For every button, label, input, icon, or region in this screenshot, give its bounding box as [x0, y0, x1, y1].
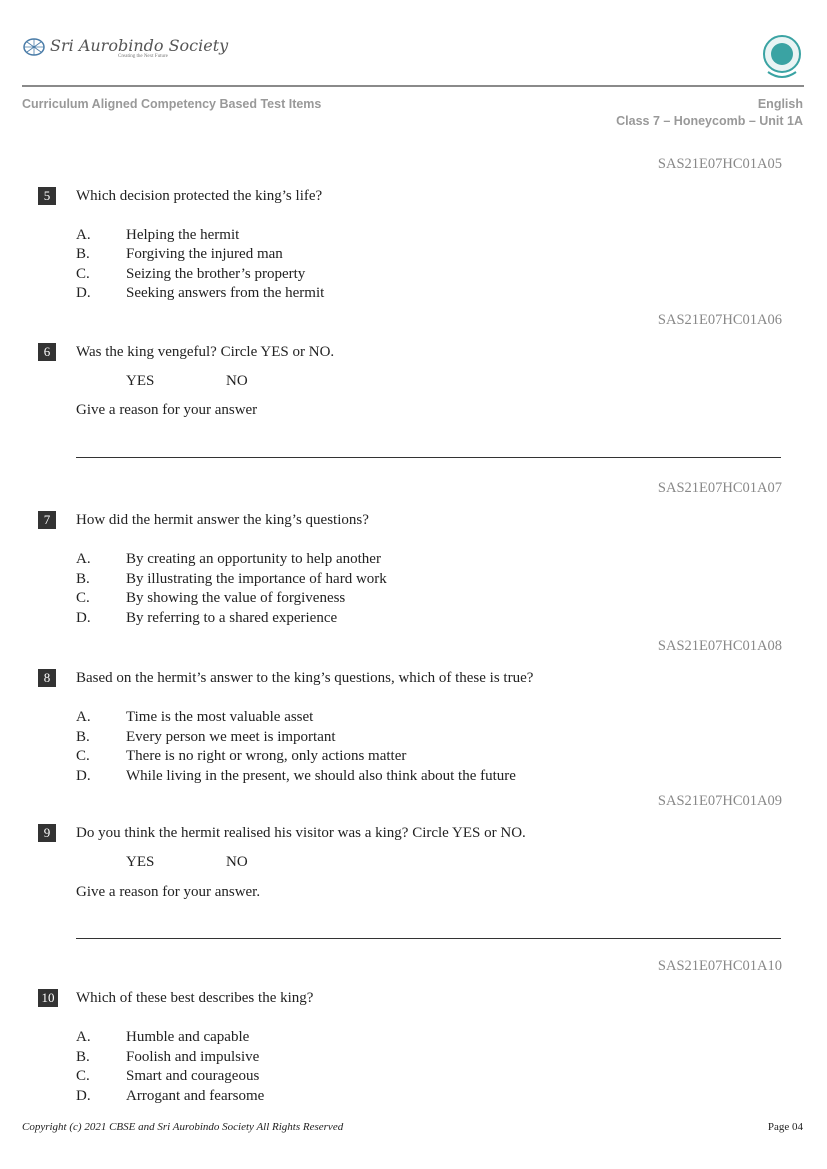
yes-choice[interactable]: YES [126, 854, 155, 870]
question-text: Was the king vengeful? Circle YES or NO. [76, 344, 335, 360]
question-number: 10 [38, 989, 58, 1007]
question-text: Which of these best describes the king? [76, 990, 314, 1006]
cbse-seal-icon [762, 34, 802, 80]
option-text: Forgiving the injured man [126, 246, 283, 262]
no-choice[interactable]: NO [226, 854, 248, 870]
option-text: Humble and capable [126, 1029, 250, 1045]
option-text: Seeking answers from the hermit [126, 285, 325, 301]
org-tagline: Creating the Next Future [118, 54, 168, 60]
option-letter: B. [76, 1049, 90, 1065]
option-text: By illustrating the importance of hard work [126, 571, 387, 587]
option-letter: A. [76, 227, 91, 243]
no-choice[interactable]: NO [226, 373, 248, 389]
question-number: 6 [38, 343, 56, 361]
question-number: 9 [38, 824, 56, 842]
option-letter: A. [76, 551, 91, 567]
option-letter: D. [76, 1088, 91, 1104]
option-text: Every person we meet is important [126, 729, 336, 745]
item-code: SAS21E07HC01A06 [657, 312, 782, 328]
option-text: Seizing the brother’s property [126, 266, 306, 282]
item-code: SAS21E07HC01A09 [657, 793, 782, 809]
globe-icon [22, 37, 46, 57]
org-logo-text: Sri Aurobindo Society [50, 36, 229, 55]
reason-prompt: Give a reason for your answer. [76, 884, 261, 900]
header-divider [22, 85, 804, 87]
question-text: How did the hermit answer the king’s questions? [76, 512, 369, 528]
option-letter: A. [76, 709, 91, 725]
page-number: Page 04 [767, 1121, 803, 1133]
option-letter: A. [76, 1029, 91, 1045]
option-text: There is no right or wrong, only actions matter [126, 748, 407, 764]
item-code: SAS21E07HC01A08 [657, 638, 782, 654]
class-line: Class 7 – Honeycomb – Unit 1A [616, 114, 803, 128]
option-text: By creating an opportunity to help another [126, 551, 381, 567]
reason-prompt: Give a reason for your answer [76, 402, 258, 418]
option-letter: B. [76, 246, 90, 262]
item-code: SAS21E07HC01A07 [657, 480, 782, 496]
copyright: Copyright (c) 2021 CBSE and Sri Aurobindo Society All Rights Reserved [22, 1121, 344, 1133]
option-letter: D. [76, 610, 91, 626]
answer-line[interactable] [76, 938, 781, 939]
question-text: Which decision protected the king’s life? [76, 188, 323, 204]
option-text: Arrogant and fearsome [126, 1088, 265, 1104]
option-letter: C. [76, 266, 90, 282]
document-title: Curriculum Aligned Competency Based Test Items [22, 97, 322, 111]
option-text: Helping the hermit [126, 227, 240, 243]
option-text: Foolish and impulsive [126, 1049, 260, 1065]
option-text: While living in the present, we should also think about the future [126, 768, 516, 784]
option-text: By showing the value of forgiveness [126, 590, 346, 606]
org-logo [22, 36, 228, 59]
option-text: By referring to a shared experience [126, 610, 338, 626]
option-text: Smart and courageous [126, 1068, 260, 1084]
question-number: 5 [38, 187, 56, 205]
item-code: SAS21E07HC01A10 [657, 958, 782, 974]
question-text: Based on the hermit’s answer to the king’s questions, which of these is true? [76, 670, 534, 686]
option-letter: C. [76, 1068, 90, 1084]
option-text: Time is the most valuable asset [126, 709, 314, 725]
option-letter: C. [76, 590, 90, 606]
option-letter: D. [76, 768, 91, 784]
question-number: 7 [38, 511, 56, 529]
option-letter: C. [76, 748, 90, 764]
question-number: 8 [38, 669, 56, 687]
subject: English [757, 97, 803, 111]
yes-choice[interactable]: YES [126, 373, 155, 389]
option-letter: B. [76, 729, 90, 745]
question-text: Do you think the hermit realised his visitor was a king? Circle YES or NO. [76, 825, 526, 841]
answer-line[interactable] [76, 457, 781, 458]
option-letter: B. [76, 571, 90, 587]
item-code: SAS21E07HC01A05 [657, 156, 782, 172]
option-letter: D. [76, 285, 91, 301]
